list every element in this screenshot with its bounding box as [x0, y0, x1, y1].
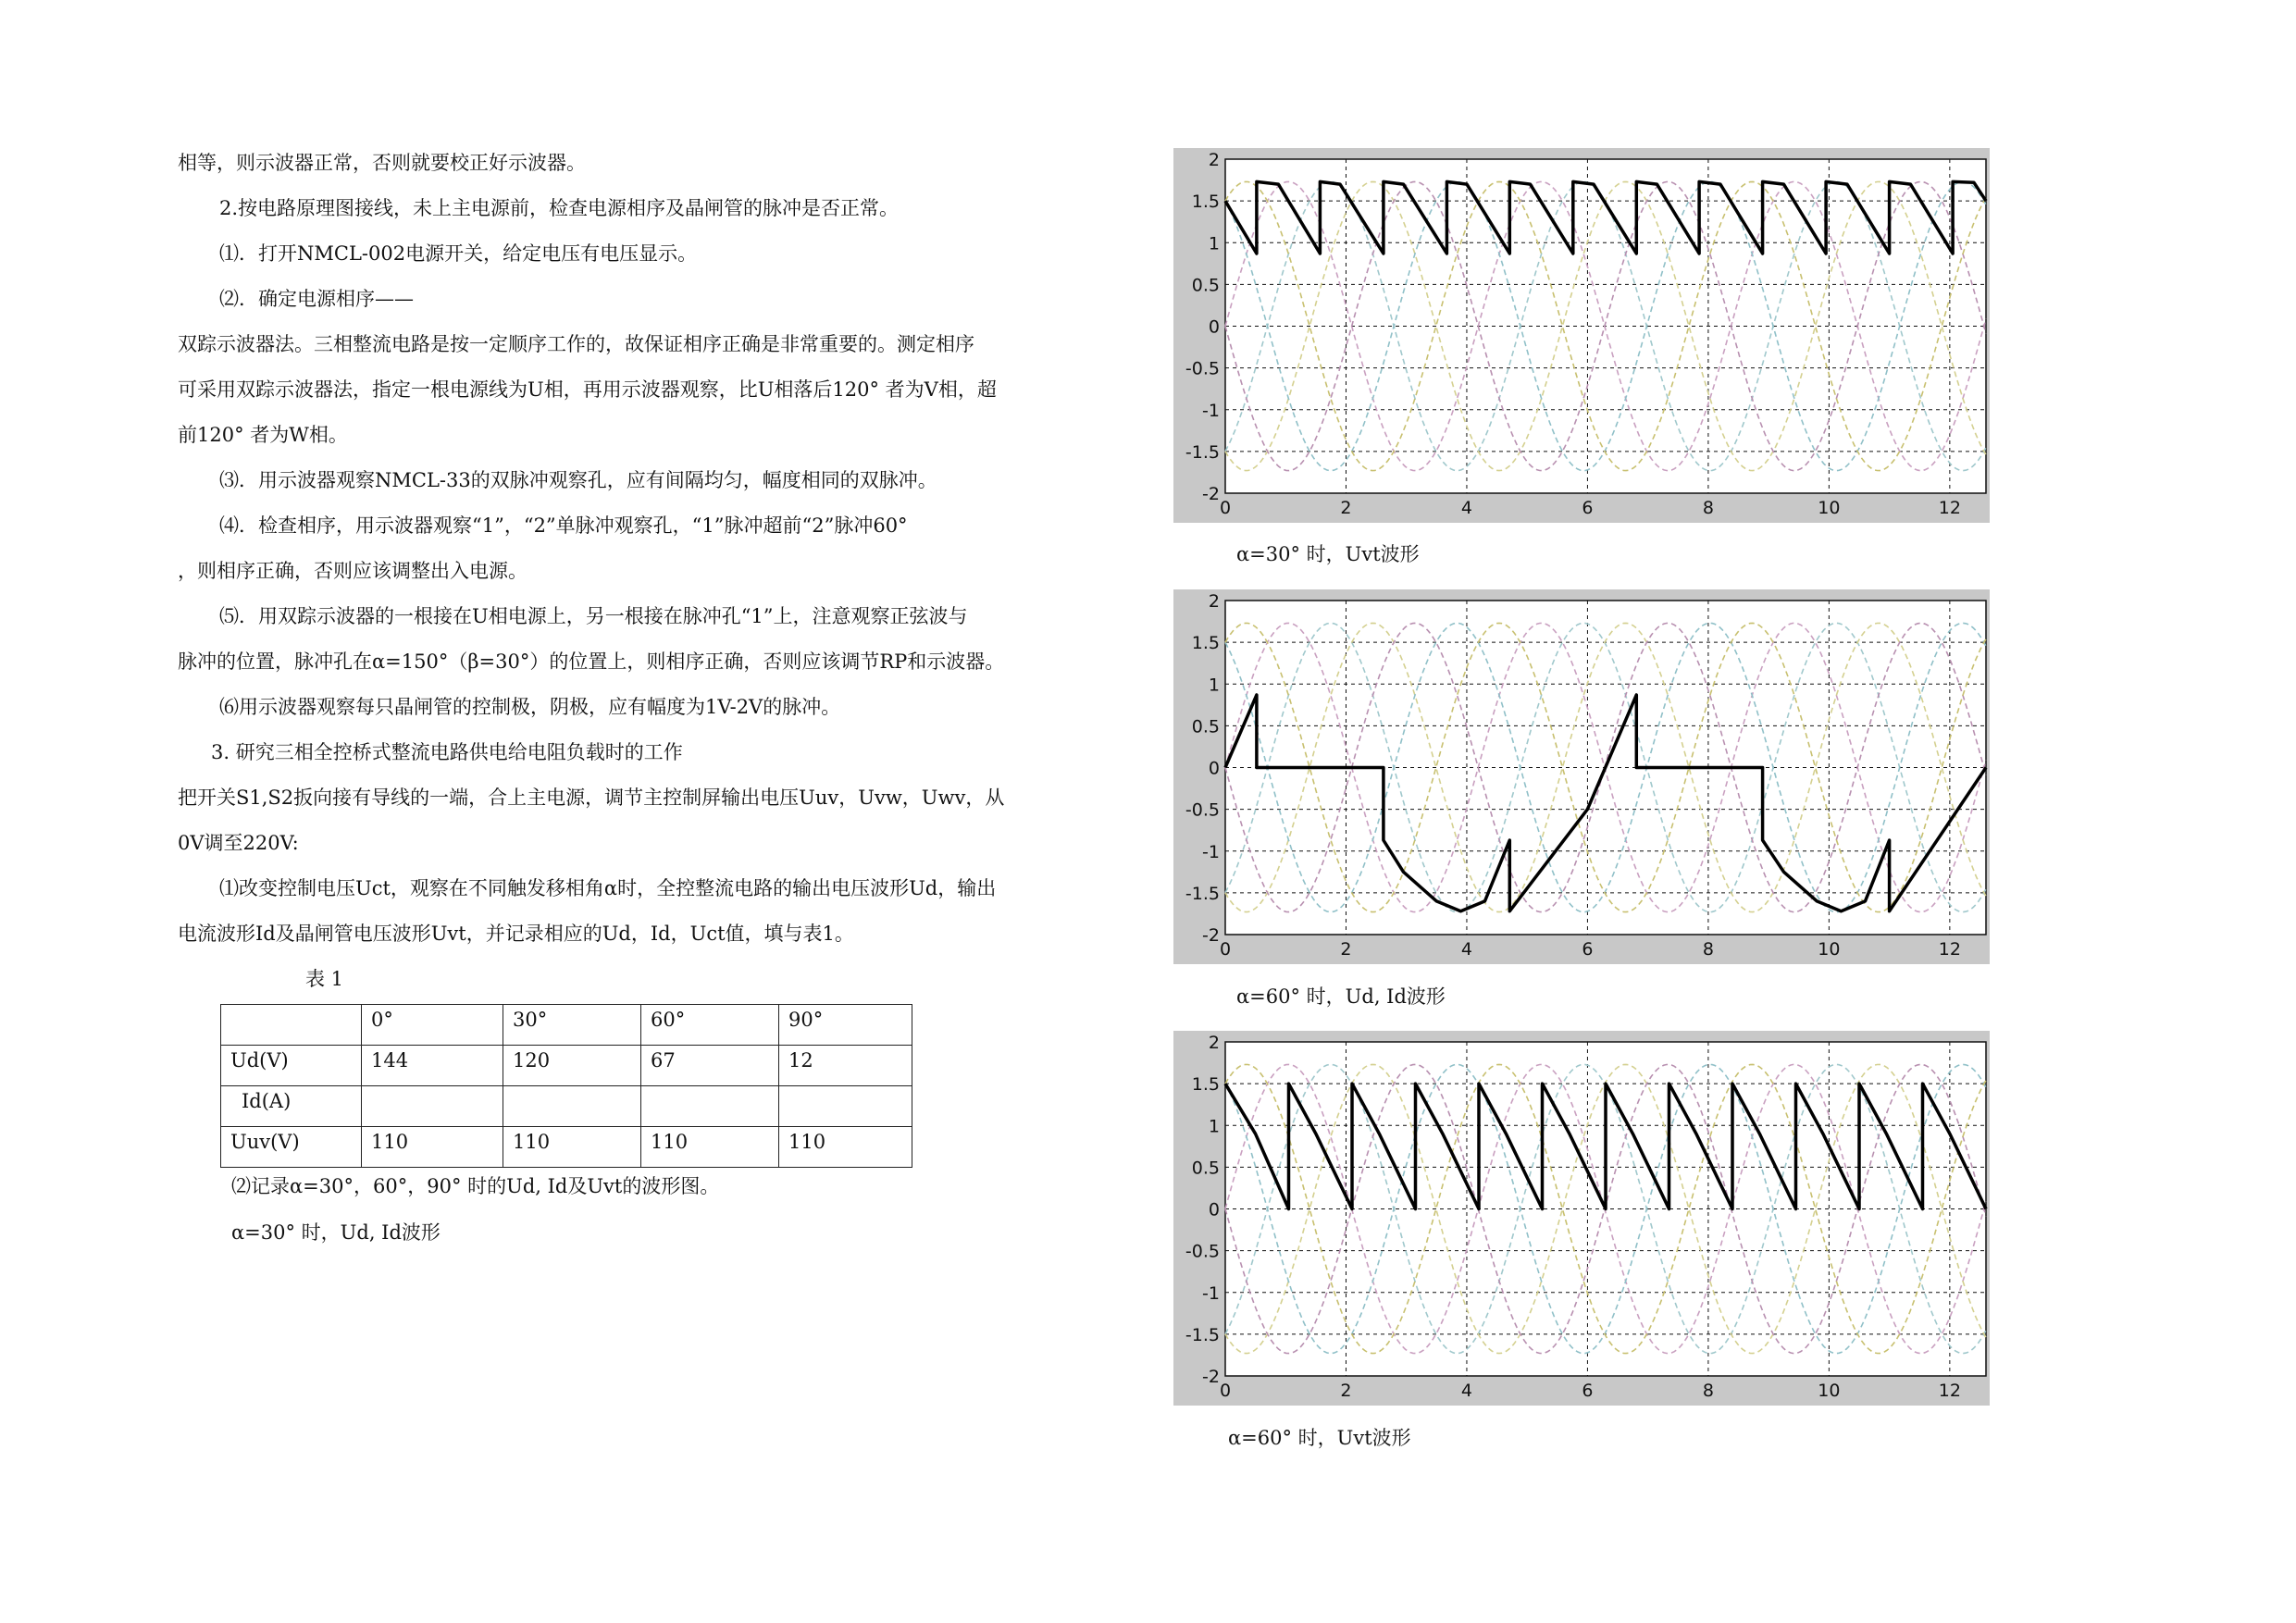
text-line-18: 电流波形Id及晶闸管电压波形Uvt，并记录相应的Ud，Id，Uct值，填与表1。 — [178, 923, 854, 945]
waveform-plot-3 — [1173, 1031, 1990, 1406]
table-cell: Id(A) — [221, 1086, 362, 1127]
y-tick-label: 0.5 — [1191, 1158, 1220, 1179]
y-tick-label: 1.5 — [1191, 1074, 1220, 1096]
x-tick-label: 8 — [1702, 939, 1714, 960]
text-line-16: 0V调至220V: — [178, 832, 299, 854]
text-line-9: ⑷．检查相序，用示波器观察“1”，“2”单脉冲观察孔，“1”脉冲超前“2”脉冲60° — [219, 514, 908, 537]
x-tick-label: 10 — [1818, 939, 1841, 960]
text-line-17: ⑴改变控制电压Uct，观察在不同触发移相角α时，全控整流电路的输出电压波形Ud，输出 — [219, 877, 997, 899]
y-tick-label: -0.5 — [1185, 1241, 1220, 1262]
y-tick-label: 0 — [1208, 758, 1220, 779]
x-tick-label: 12 — [1938, 939, 1961, 960]
x-tick-label: 6 — [1582, 1381, 1594, 1401]
y-tick-label: -1.5 — [1185, 883, 1220, 904]
text-line-10: ，则相序正确，否则应该调整出入电源。 — [178, 560, 527, 582]
y-tick-label: 0.5 — [1191, 275, 1220, 296]
x-tick-label: 4 — [1460, 498, 1472, 518]
plot-caption-3: α=60° 时，Uvt波形 — [1228, 1427, 1411, 1449]
x-tick-label: 12 — [1938, 1381, 1961, 1401]
x-tick-label: 12 — [1938, 498, 1961, 518]
table-cell: 60° — [641, 1005, 779, 1046]
text-line-8: ⑶．用示波器观察NMCL-33的双脉冲观察孔，应有间隔均匀，幅度相同的双脉冲。 — [219, 469, 937, 491]
waveform-plot-2-svg — [1173, 589, 1990, 964]
y-tick-label: 2 — [1208, 591, 1220, 612]
table-cell: 12 — [779, 1046, 912, 1086]
y-tick-label: 2 — [1208, 1033, 1220, 1053]
text-line-4: ⑵．确定电源相序—— — [219, 288, 414, 310]
table-cell: 90° — [779, 1005, 912, 1046]
text-line-7: 前120° 者为W相。 — [178, 424, 348, 446]
y-tick-label: -2 — [1202, 484, 1220, 504]
plot-caption-1: α=30° 时，Uvt波形 — [1236, 543, 1420, 565]
x-tick-label: 8 — [1702, 1381, 1714, 1401]
y-tick-label: 1.5 — [1191, 633, 1220, 654]
y-tick-label: -1 — [1202, 400, 1220, 421]
table-title: 表 1 — [305, 968, 344, 990]
table-cell — [221, 1005, 362, 1046]
table-cell: 0° — [362, 1005, 503, 1046]
text-line-3: ⑴．打开NMCL-002电源开关，给定电压有电压显示。 — [219, 242, 698, 265]
y-tick-label: 1 — [1208, 675, 1220, 696]
y-tick-label: 0 — [1208, 316, 1220, 338]
table-cell: 120 — [503, 1046, 641, 1086]
table-row — [221, 1086, 912, 1127]
table-cell: 67 — [641, 1046, 779, 1086]
x-tick-label: 8 — [1702, 498, 1714, 518]
x-tick-label: 0 — [1219, 498, 1232, 518]
table-cell: 110 — [779, 1127, 912, 1168]
text-line-15: 把开关S1,S2扳向接有导线的一端，合上主电源，调节主控制屏输出电压Uuv，Uvw，Uwv，从 — [178, 787, 1005, 809]
y-tick-label: -0.5 — [1185, 799, 1220, 821]
table-cell: Ud(V) — [221, 1046, 362, 1086]
text-line-12: 脉冲的位置，脉冲孔在α=150°（β=30°）的位置上，则相序正确，否则应该调节RP和示波器。 — [178, 650, 1005, 673]
x-tick-label: 4 — [1460, 939, 1472, 960]
table-cell — [362, 1086, 503, 1127]
table-cell — [503, 1086, 641, 1127]
table-cell: 110 — [503, 1127, 641, 1168]
x-tick-label: 2 — [1340, 498, 1352, 518]
waveform-plot-3-svg — [1173, 1031, 1990, 1406]
y-tick-label: 1.5 — [1191, 192, 1220, 213]
y-tick-label: 0.5 — [1191, 716, 1220, 737]
x-tick-label: 10 — [1818, 1381, 1841, 1401]
table-row — [221, 1127, 912, 1168]
y-tick-label: -2 — [1202, 1367, 1220, 1387]
table-cell — [779, 1086, 912, 1127]
x-tick-label: 6 — [1582, 939, 1594, 960]
table-cell — [641, 1086, 779, 1127]
y-tick-label: 0 — [1208, 1199, 1220, 1220]
x-tick-label: 4 — [1460, 1381, 1472, 1401]
text-line-2: 2.按电路原理图接线，未上主电源前，检查电源相序及晶闸管的脉冲是否正常。 — [219, 197, 900, 219]
x-tick-label: 6 — [1582, 498, 1594, 518]
y-tick-label: 1 — [1208, 233, 1220, 254]
y-tick-label: -0.5 — [1185, 358, 1220, 379]
y-tick-label: -2 — [1202, 925, 1220, 946]
text-line-14: 3. 研究三相全控桥式整流电路供电给电阻负载时的工作 — [211, 741, 683, 763]
text-line-6: 可采用双踪示波器法，指定一根电源线为U相，再用示波器观察，比U相落后120° 者为V相，超 — [178, 378, 997, 401]
table-cell: 144 — [362, 1046, 503, 1086]
text-line-20: α=30° 时，Ud, Id波形 — [231, 1221, 441, 1244]
y-tick-label: -1 — [1202, 841, 1220, 862]
table-cell: 30° — [503, 1005, 641, 1046]
x-tick-label: 0 — [1219, 939, 1232, 960]
table-row — [221, 1046, 912, 1086]
plot-caption-2: α=60° 时，Ud, Id波形 — [1236, 985, 1446, 1008]
x-tick-label: 10 — [1818, 498, 1841, 518]
x-tick-label: 2 — [1340, 1381, 1352, 1401]
y-tick-label: -1 — [1202, 1282, 1220, 1304]
text-line-5: 双踪示波器法。三相整流电路是按一定顺序工作的，故保证相序正确是非常重要的。测定相序 — [178, 333, 974, 355]
table-cell: 110 — [641, 1127, 779, 1168]
text-line-19: ⑵记录α=30°，60°，90° 时的Ud, Id及Uvt的波形图。 — [231, 1175, 720, 1197]
table-cell: Uuv(V) — [221, 1127, 362, 1168]
data-table — [220, 1004, 912, 1168]
table-cell: 110 — [362, 1127, 503, 1168]
waveform-plot-2 — [1173, 589, 1990, 964]
table-header-row — [221, 1005, 912, 1046]
waveform-plot-1-svg — [1173, 148, 1990, 523]
text-line-1: 相等，则示波器正常，否则就要校正好示波器。 — [178, 152, 586, 174]
y-tick-label: -1.5 — [1185, 1324, 1220, 1345]
waveform-plot-1 — [1173, 148, 1990, 523]
y-tick-label: -1.5 — [1185, 441, 1220, 463]
text-line-13: ⑹用示波器观察每只晶闸管的控制极，阴极，应有幅度为1V-2V的脉冲。 — [219, 696, 841, 718]
y-tick-label: 1 — [1208, 1116, 1220, 1137]
y-tick-label: 2 — [1208, 150, 1220, 170]
x-tick-label: 2 — [1340, 939, 1352, 960]
text-line-11: ⑸．用双踪示波器的一根接在U相电源上，另一根接在脉冲孔“1”上，注意观察正弦波与 — [219, 605, 968, 627]
x-tick-label: 0 — [1219, 1381, 1232, 1401]
